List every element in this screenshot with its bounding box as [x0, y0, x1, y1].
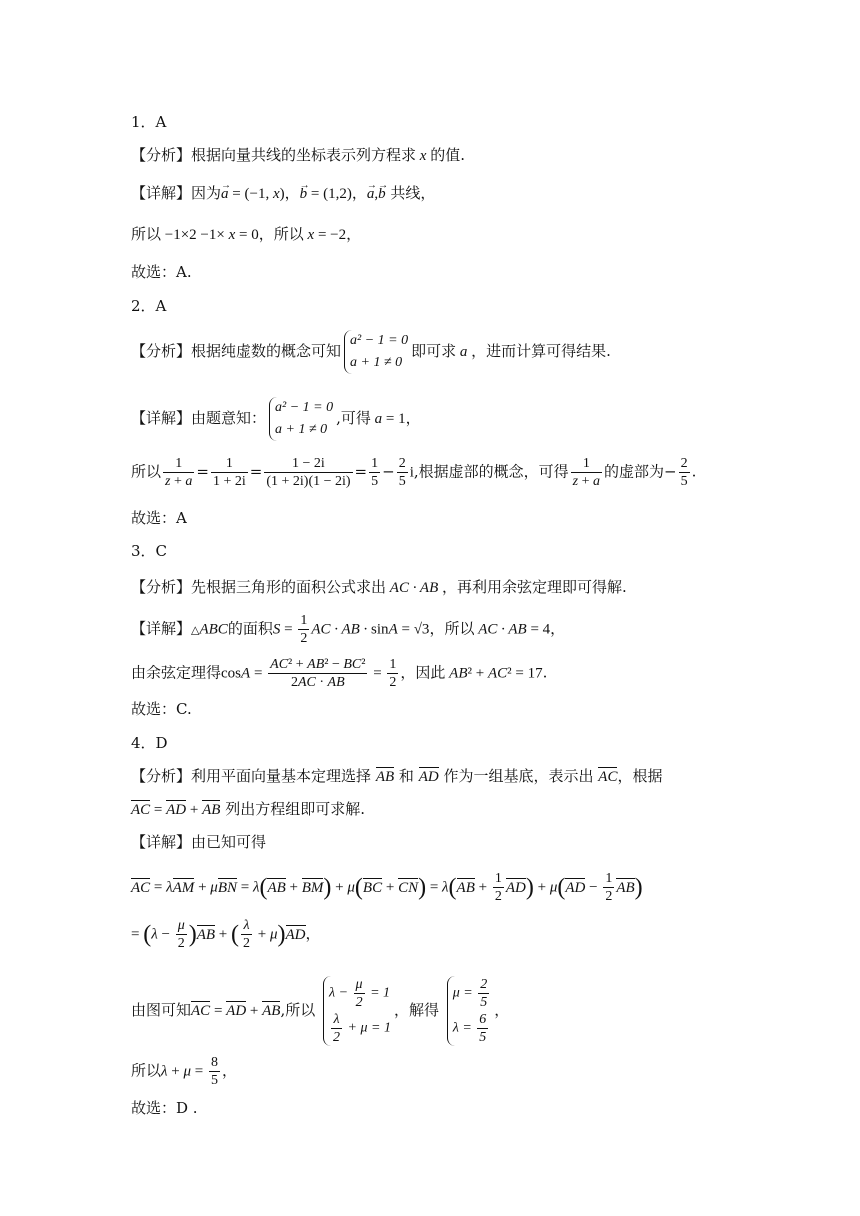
q1-answer: 故选：A. [131, 263, 192, 281]
q3-analysis: 【分析】先根据三角形的面积公式求出 AC · AB ，再利用余弦定理即可得解. [131, 578, 627, 596]
q2-analysis: 【分析】根据纯虚数的概念可知 a² − 1 = 0 a + 1 ≠ 0 即可求 a ，进而计算可得结果. [131, 330, 611, 374]
q2-detail: 【详解】由题意知： a² − 1 = 0 a + 1 ≠ 0 ,可得 a = 1， [131, 397, 421, 441]
q4-analysis-2: AC = AD + AB 列出方程组即可求解. [131, 800, 365, 818]
q3-calc: 由余弦定理得cosA = $\frac{\text{AC² + AB² − BC²}}{2AC \cdot AB}$ = $\frac{1}{2}$ ，因此 AB² + AC² = 17. [131, 657, 548, 690]
q2-heading: 2．A [131, 297, 167, 315]
q4-equation-2: = (λ − $\frac{\mu}{2}$ )AB + ( $\frac{\lambda}{2}$ + μ)AD， [131, 918, 321, 951]
q2-calc: 所以 $\frac{1}{z + a}$ = $\frac{1}{1 + 2i}$ = $\frac{1 - 2i}{(1 + 2i)(1 - 2i)}$ = $\frac{1}{5}$ − $\frac{2}{5}$ i,根据虚部的概念，可得 $\frac{1}{z + a}$ 的虚部为− $\frac{2}{5}$ . [131, 456, 697, 489]
q4-answer: 故选：D . [131, 1099, 198, 1117]
q4-analysis: 【分析】利用平面向量基本定理选择 AB 和 AD 作为一组基底，表示出 AC，根据 [131, 767, 663, 785]
q1-analysis: 【分析】根据向量共线的坐标表示列方程求 x 的值. [131, 146, 465, 164]
q4-detail: 【详解】由已知可得 [131, 833, 267, 851]
q3-heading: 3．C [131, 542, 168, 560]
analysis-label: 【分析】 [131, 146, 192, 164]
q2-answer: 故选：A [131, 509, 187, 527]
q3-detail: 【详解】△ABC的面积S = $\frac{1}{2}$ AC · AB · sinA = √3，所以 AC · AB = 4， [131, 613, 566, 646]
detail-label: 【详解】 [131, 184, 192, 202]
q4-heading: 4．D [131, 734, 168, 752]
q4-sum: 所以λ + μ = $\frac{8}{5}$ ， [131, 1055, 237, 1088]
q4-equation-1: AC = λAM + μBN = λ(AB + BM) + μ(BC + CN) = λ(AB + $\frac{1}{2}$ AD) + μ(AD − $\frac{1}{2}$ AB) [131, 871, 643, 904]
q4-system: 由图可知AC = AD + AB,所以 λ − $\frac{\mu}{2}$ = 1 $\frac{\lambda}{2}$ + μ = 1 ，解得 μ = $\frac{2}{5}$ λ = $\frac{6}{5}$ ， [131, 977, 510, 1045]
q1-detail: 【详解】因为→ a = (−1, x)，→ b = (1,2)，→ a,→ b 共线， [131, 183, 435, 204]
q1-heading: 1．A [131, 113, 167, 131]
q3-answer: 故选：C. [131, 700, 192, 718]
q1-calc: 所以 −1×2 −1× x = 0，所以 x = −2， [131, 225, 362, 243]
